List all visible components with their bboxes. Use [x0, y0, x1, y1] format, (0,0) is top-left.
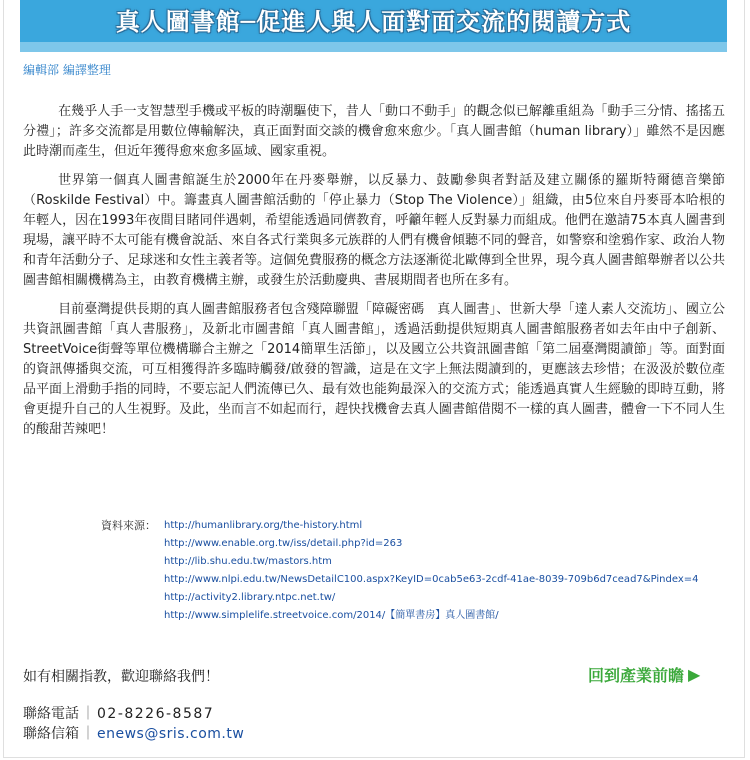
- contact-prompt: 如有相關指教，歡迎聯絡我們！: [23, 669, 219, 685]
- phone-label: 聯絡電話: [23, 706, 79, 722]
- separator: ｜: [81, 726, 95, 742]
- paragraph-3: 目前臺灣提供長期的真人圖書館服務者包含殘障聯盟「障礙密碼 真人圖書」、世新大學「達人素人交流坊」、國立公共資訊圖書館「真人書服務」，及新北市圖書館「真人圖書館」，透過活動提供短期真人圖書館服務者如去年由中子創新、StreetVoice街聲等單位機構聯合主辦之「2014簡單生活節」，以及國立公共資訊圖書館「第二屆臺灣閱讀節」等。面對面的資訊傳播與交流，可互相獲得許多臨時觸發/啟發的智識，這是在文字上無法閱讀到的，更應該去珍惜；在汲汲於數位產品平面上滑動手指的同時，不要忘記人們流傳已久、最有效也能夠最深入的交流方式；能透過真實人生經驗的即時互動，將會更提升自己的人生視野。及此，坐而言不如起而行，趕快找機會去真人圖書館借閱不一樣的真人圖書，體會一下不同人生的酸甜苦辣吧！: [23, 302, 726, 437]
- source-link-3[interactable]: http://lib.shu.edu.tw/mastors.htm: [164, 556, 332, 567]
- separator: ｜: [81, 706, 95, 722]
- page-title: 真人圖書館─促進人與人面對面交流的閱讀方式: [115, 7, 632, 36]
- sources-label: 資料來源：: [101, 519, 156, 532]
- source-link-5[interactable]: http://activity2.library.ntpc.net.tw/: [164, 592, 336, 603]
- paragraph-1: 在幾乎人手一支智慧型手機或平板的時潮驅使下，昔人「動口不動手」的觀念似已解離重組為「動手三分情、搖搖五分禮」；許多交流都是用數位傳輸解決，真正面對面交談的機會愈來愈少。「真人圖書館（human library）」雖然不是因應此時潮而產生，但近年獲得愈來愈多區域、國家重視。: [23, 104, 725, 159]
- sources-list: [164, 517, 734, 625]
- source-link-4[interactable]: http://www.nlpi.edu.tw/NewsDetailC100.aspx?KeyID=0cab5e63-2cdf-41ae-8039-709b6d7cead7&Pindex=4: [164, 574, 699, 585]
- source-link-1[interactable]: http://humanlibrary.org/the-history.html: [164, 520, 363, 531]
- email-row: [23, 724, 244, 744]
- contact-info: [23, 704, 244, 744]
- email-link[interactable]: enews@sris.com.tw: [97, 726, 245, 742]
- phone-number: 02-8226-8587: [97, 706, 215, 722]
- phone-row: [23, 704, 244, 724]
- back-link-label: 回到產業前瞻: [588, 666, 685, 685]
- email-label: 聯絡信箱: [23, 726, 79, 742]
- play-arrow-icon: ▶: [688, 665, 701, 684]
- back-to-industry-link[interactable]: [588, 663, 700, 686]
- title-banner: [20, 0, 727, 52]
- paragraph-2: 世界第一個真人圖書館誕生於2000年在丹麥舉辦，以反暴力、鼓勵參與者對話及建立關係的羅斯特爾德音樂節（Roskilde Festival）中。籌畫真人圖書館活動的「停止暴力（Stop The Violence）」組織，由5位來自丹麥哥本哈根的年輕人，因在1993年夜間目睹同伴遇刺，希望能透過同儕教育，呼籲年輕人反對暴力而組成。他們在邀請75本真人圖書到現場，讓平時不太可能有機會說話、來自各式行業與多元族群的人們有機會傾聽不同的聲音，如警察和塗鴉作家、政治人物和青年活動分子、足球迷和女性主義者等。這個免費服務的概念方法逐漸從北歐傳到全世界，現今真人圖書館舉辦者以公共圖書館相關機構為主，由教育機構主辦，或發生於活動慶典、書展期間者也所在多有。: [23, 173, 726, 288]
- byline: 編輯部 編譯整理: [23, 63, 111, 77]
- source-link-2[interactable]: http://www.enable.org.tw/iss/detail.php?id=263: [164, 538, 403, 549]
- article-body: [23, 102, 725, 449]
- source-link-6[interactable]: http://www.simplelife.streetvoice.com/2014/【簡單書房】真人圖書館/: [164, 610, 499, 621]
